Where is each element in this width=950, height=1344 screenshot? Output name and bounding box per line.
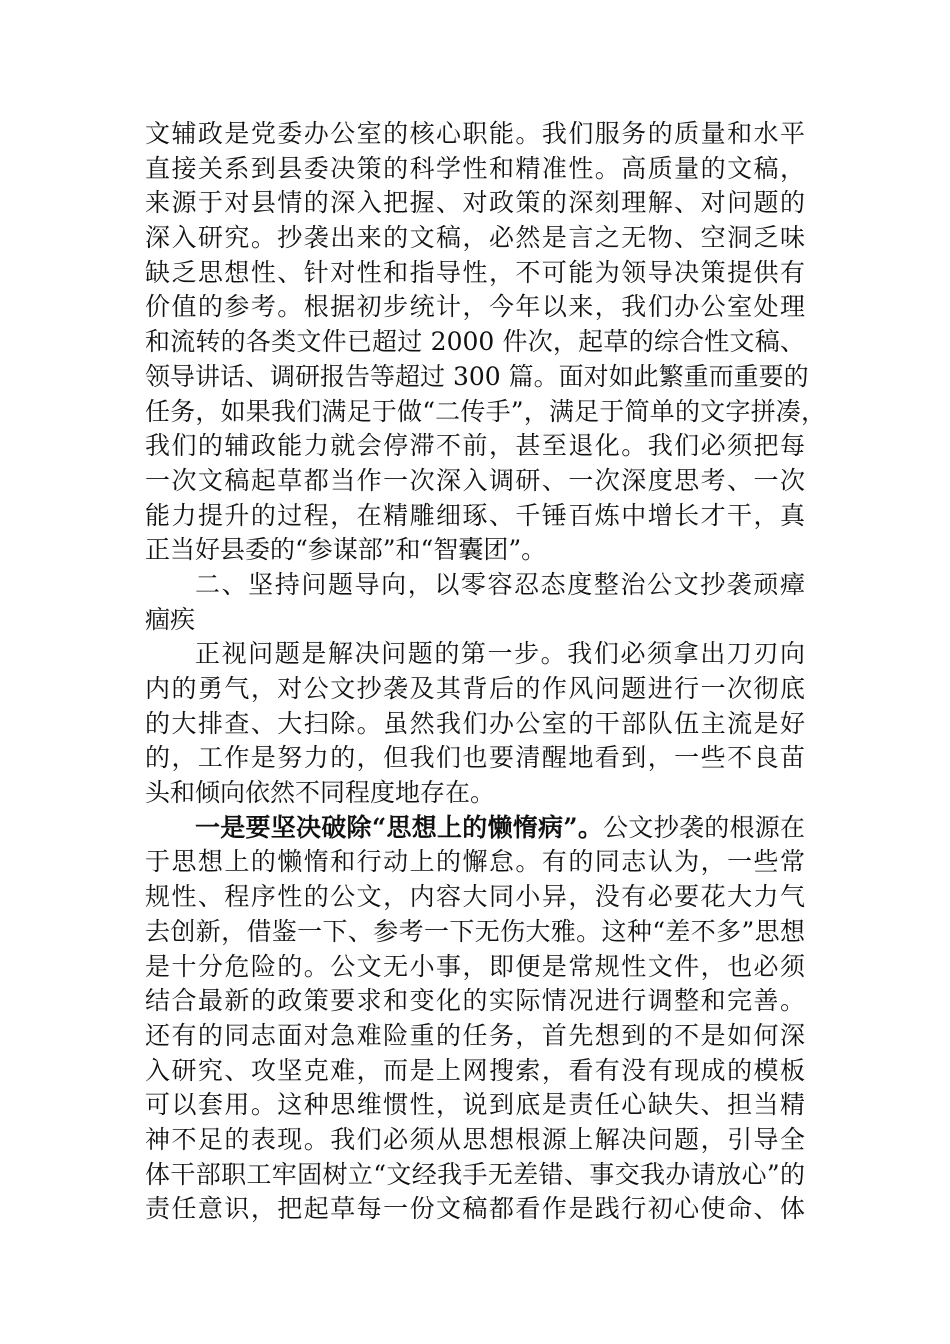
paragraph-line [145,256,805,291]
section-heading-line [145,603,805,638]
line-text: 内的勇气，对公文抄袭及其背后的作风问题进行一次彻底 [145,674,805,703]
line-text: 头和倾向依然不同程度地存在。 [145,778,496,808]
paragraph-line [145,186,805,221]
line-text: 正当好县委的“参谋部”和“智囊团”。 [145,535,547,565]
paragraph-line [145,950,805,985]
line-text: 入研究、攻坚克难，而是上网搜索，看有没有现成的模板 [145,1055,805,1085]
paragraph-line [145,845,805,880]
line-text: 体干部职工牢固树立“文经我手无差错、事交我办请放心”的 [145,1159,805,1189]
paragraph-line [145,1019,805,1054]
paragraph-line [145,811,805,846]
paragraph-line [145,915,805,950]
line-text: 任务，如果我们满足于做“二传手”，满足于简单的文字拼凑， [145,396,827,426]
line-text: 缺乏思想性、针对性和指导性，不可能为领导决策提供有 [145,257,805,287]
paragraph-line [145,672,805,707]
line-text: 一次文稿起草都当作一次深入调研、一次深度思考、一次 [145,465,805,495]
line-text: 可以套用。这种思维惯性，说到底是责任心缺失、担当精 [145,1090,805,1120]
line-text: 价值的参考。根据初步统计，今年以来，我们办公室处理 [145,292,805,322]
paragraph-line [145,325,805,360]
line-text: 能力提升的过程，在精雕细琢、千锤百炼中增长才干，真 [145,500,805,530]
line-text: 文辅政是党委办公室的核心职能。我们服务的质量和水平 [145,119,805,148]
paragraph-line [145,464,805,499]
line-text: 责任意识，把起草每一份文稿都看作是践行初心使命、体 [145,1194,805,1224]
line-text: 规性、程序性的公文，内容大同小异，没有必要花大力气 [145,882,805,912]
paragraph-line [145,290,805,325]
paragraph-line [145,429,805,464]
line-text: 正视问题是解决问题的第一步。我们必须拿出刀刃向 [195,639,805,669]
line-text: 痼疾 [145,604,196,634]
line-text: 和流转的各类文件已超过 2000 件次，起草的综合性文稿、 [145,327,805,357]
line-text: 于思想上的懒惰和行动上的懈怠。有的同志认为，一些常 [145,847,805,877]
paragraph-line [145,1192,805,1227]
line-text: 二、坚持问题导向，以零容忍态度整治公文抄袭顽瘴 [195,569,805,599]
bold-lead-text: 一是要坚决破除“思想上的懒惰病”。 [195,812,604,842]
paragraph-line [145,1054,805,1089]
document-body [145,117,827,1227]
paragraph-line [145,1158,805,1193]
paragraph-line [145,499,805,534]
line-text: 直接关系到县委决策的科学性和精准性。高质量的文稿， [145,153,805,183]
paragraph-line [145,152,805,187]
paragraph-line [145,707,805,742]
paragraph-line [145,1123,805,1158]
paragraph-line [145,741,805,776]
paragraph-line [145,533,805,568]
line-text: 是十分危险的。公文无小事，即便是常规性文件，也必须 [145,951,805,981]
line-text: 公文抄袭的根源在 [603,812,805,842]
paragraph-line [145,880,805,915]
line-text: 领导讲话、调研报告等超过 300 篇。面对如此繁重而重要的 [145,361,809,391]
paragraph-line [145,984,805,1019]
line-text: 深入研究。抄袭出来的文稿，必然是言之无物、空洞乏味 [145,223,805,253]
line-text: 来源于对县情的深入把握、对政策的深刻理解、对问题的 [145,188,805,218]
section-heading-line [145,568,805,603]
line-text: 结合最新的政策要求和变化的实际情况进行调整和完善。 [145,986,805,1016]
paragraph-line [145,117,805,152]
paragraph-line [145,776,805,811]
line-text: 神不足的表现。我们必须从思想根源上解决问题，引导全 [145,1124,805,1154]
line-text: 的大排查、大扫除。虽然我们办公室的干部队伍主流是好 [145,708,805,738]
line-text: 去创新，借鉴一下、参考一下无伤大雅。这种“差不多”思想 [145,916,805,946]
paragraph-line [145,637,805,672]
line-text: 还有的同志面对急难险重的任务，首先想到的不是如何深 [145,1020,805,1050]
line-text: 我们的辅政能力就会停滞不前，甚至退化。我们必须把每 [145,431,805,461]
paragraph-line [145,1088,805,1123]
line-text: 的，工作是努力的，但我们也要清醒地看到，一些不良苗 [145,743,805,773]
paragraph-line [145,360,809,395]
paragraph-line [145,221,805,256]
paragraph-line [145,395,827,430]
